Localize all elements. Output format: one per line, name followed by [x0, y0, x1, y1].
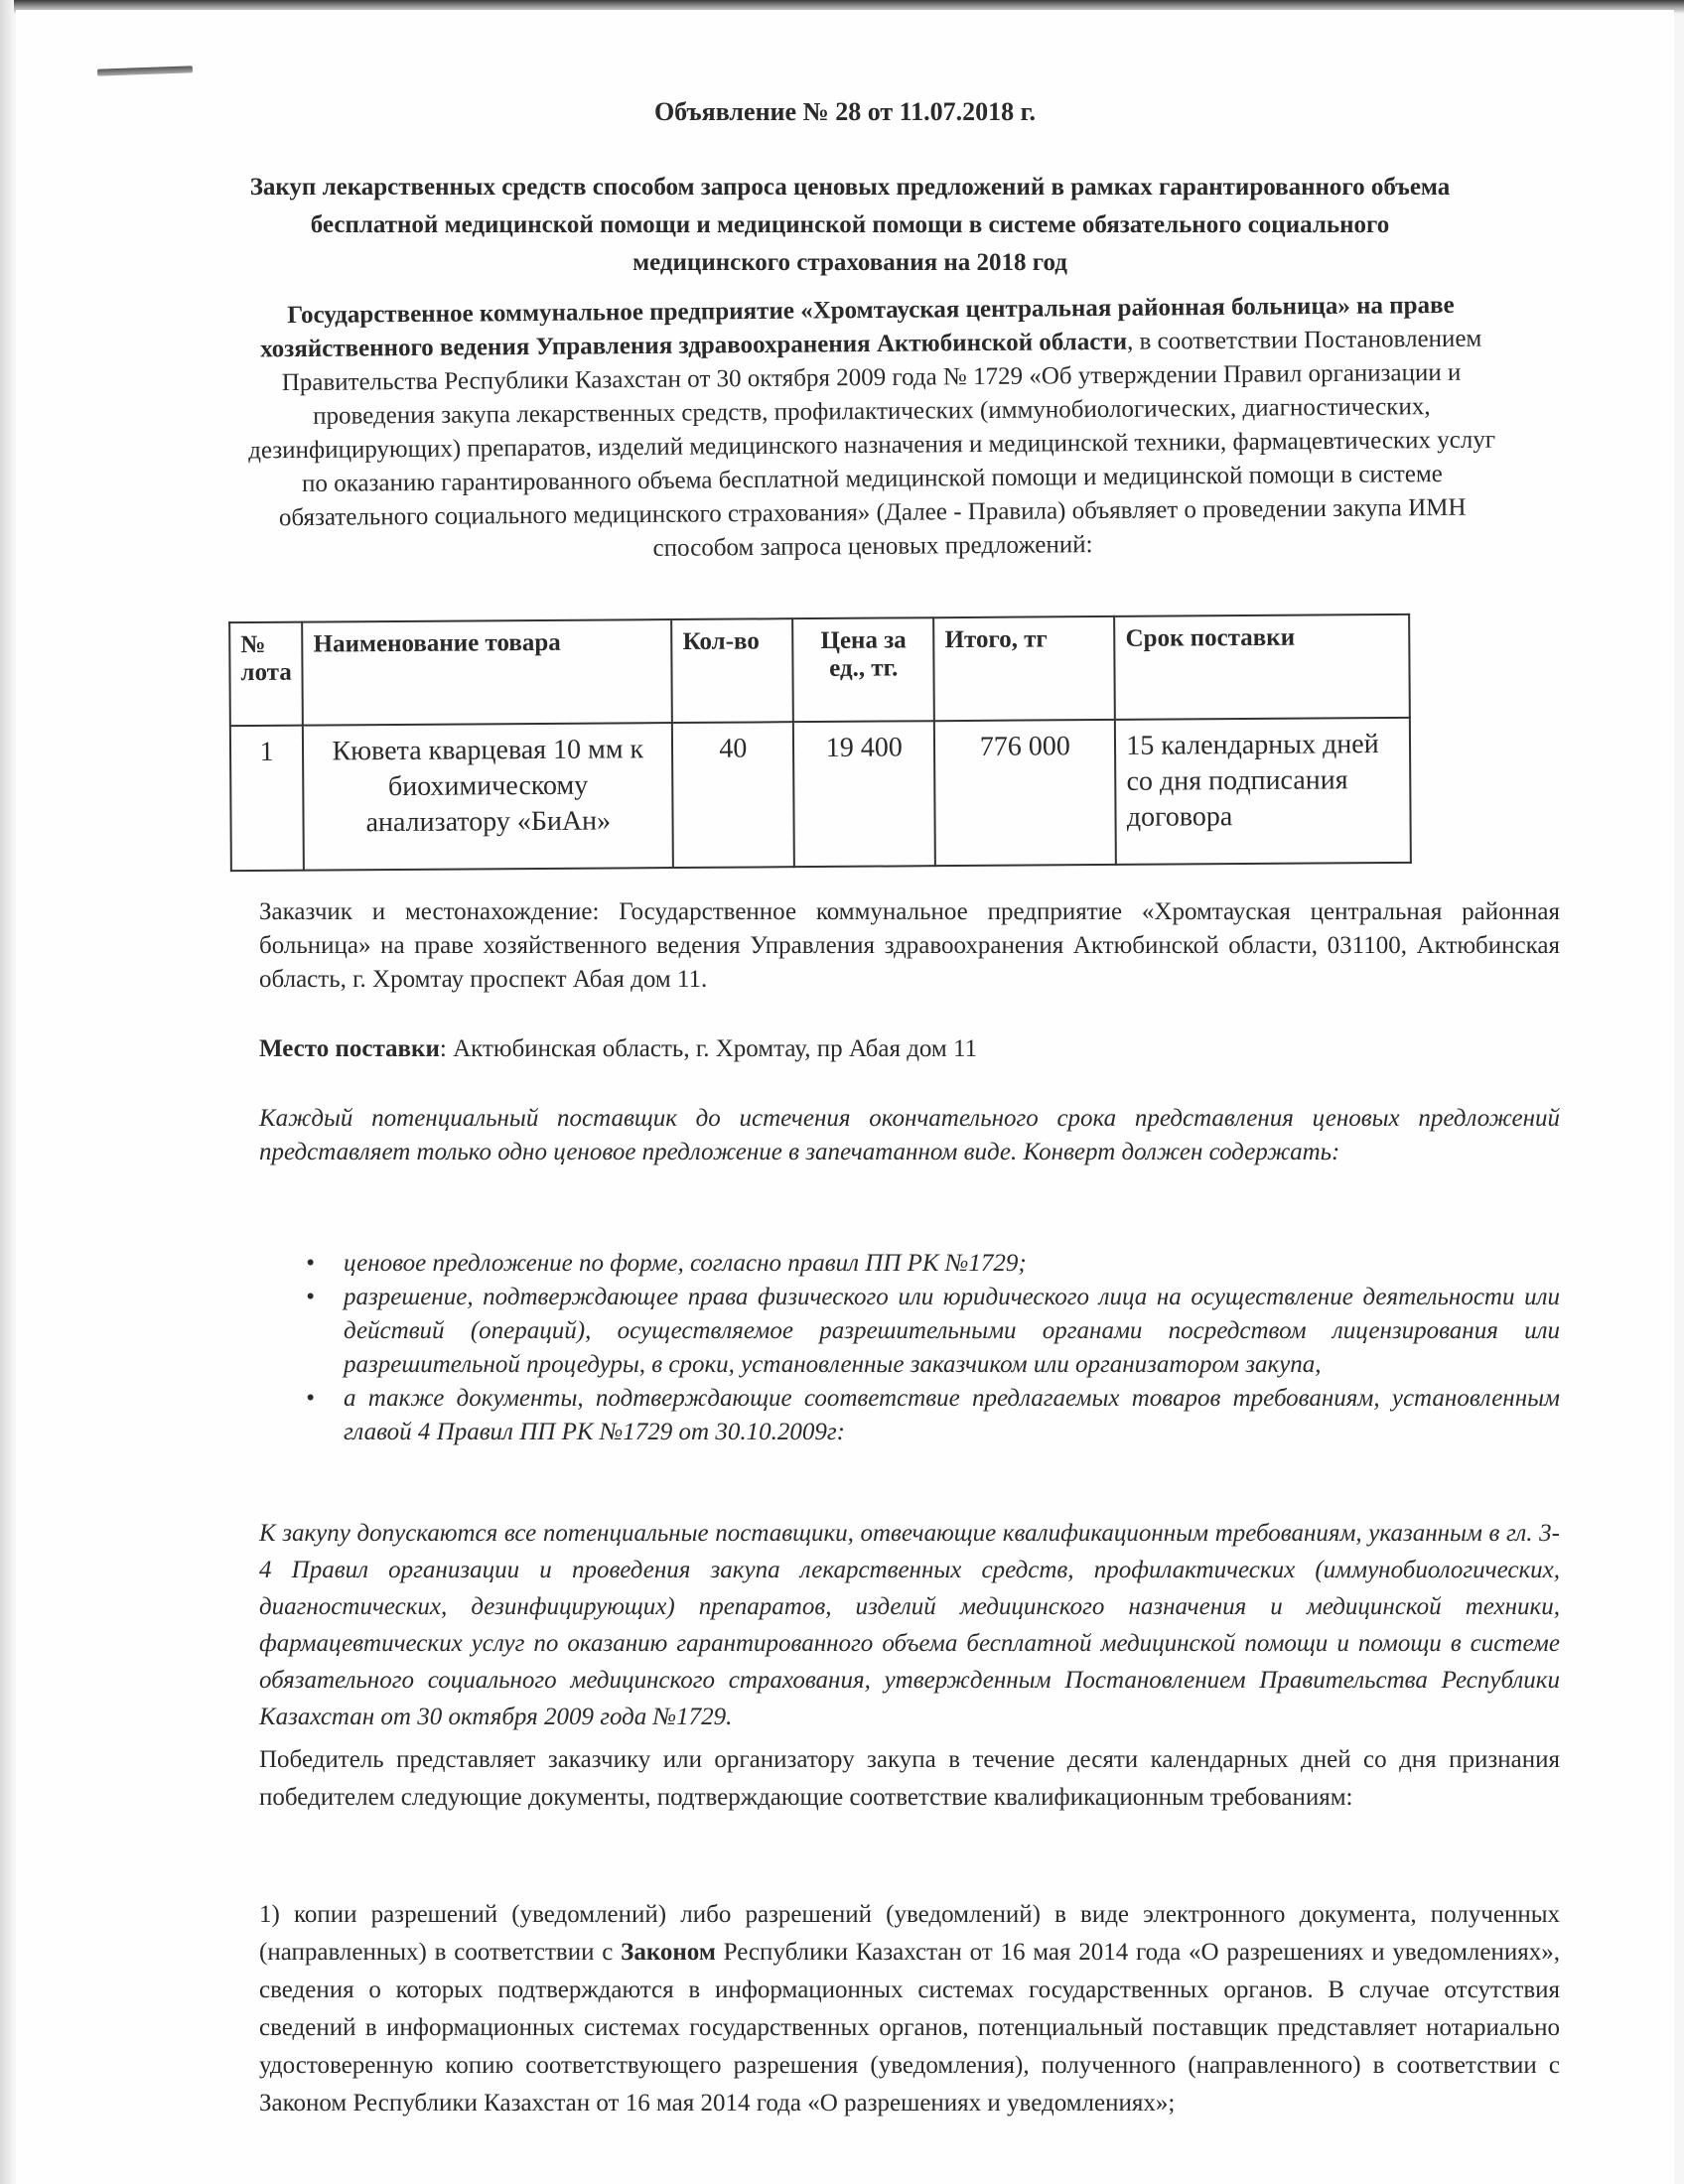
cell-unit-price: 19 400: [793, 721, 935, 867]
cell-total: 776 000: [934, 720, 1116, 866]
delivery-place-paragraph: [259, 1032, 1560, 1066]
header-quantity: Кол-во: [671, 618, 793, 723]
announcement-subtitle: Закуп лекарственных средств способом запроса ценовых предложений в рамках гарантированного объема бесплатной медицинской помощи и медицинской помощи в системе обязательного социального медицинского страхования на 2018 год: [249, 174, 1451, 276]
announcement-title: Объявление № 28 от 11.07.2018 г.: [653, 97, 1037, 126]
law-reference: Законом: [621, 1939, 716, 1966]
bullet-icon: •: [306, 1385, 315, 1412]
staple-mark: [97, 66, 193, 75]
admission-paragraph: К закупу допускаются все потенциальные поставщики, отвечающие квалификационным требованиям, указанным в гл. 3-4 Правил организации и проведения закупа лекарственных средств, профилактических (иммунобиологических, диагностических, дезинфицирующих) препаратов, изделий медицинского назначения и медицинской техники, фармацевтических услуг по оказанию гарантированного объема бесплатной медицинской помощи и помощи в системе обязательного социального медицинского страхования, утвержденным Постановлением Правительства Республики Казахстан от 30 октября 2009 года №1729.: [259, 1520, 1560, 1730]
intro-paragraph: [245, 289, 1498, 570]
cell-product-name: Кювета кварцевая 10 мм к биохимическому анализатору «БиАн»: [303, 723, 673, 871]
header-unit-price: Цена за ед., тг.: [792, 617, 934, 722]
delivery-place-label: Место поставки: [259, 1035, 440, 1062]
list-item: • разрешение, подтверждающее права физического или юридического лица на осуществление деятельности или действий (операций), осуществляемое разрешительными органами посредством лицензирования или разрешительной процедуры, в сроки, установленные заказчиком или организатором закупа,: [314, 1281, 1560, 1382]
lots-table: [228, 614, 1412, 872]
table-row: [230, 718, 1411, 871]
cell-lot-number: 1: [230, 726, 304, 872]
document-page: [16, 10, 1674, 2184]
header-product-name: Наименование товара: [302, 619, 672, 726]
organizer-name: Государственное коммунальное предприятие «Хромтауская центральная районная больница» на праве хозяйственного ведения Управления здравоохранения Актюбинской области: [260, 291, 1455, 363]
list-item: • а также документы, подтверждающие соответствие предлагаемых товаров требованиям, установленным главой 4 Правил ПП РК №1729 от 30.10.2009г:: [314, 1382, 1560, 1449]
winner-paragraph: Победитель представляет заказчику или организатору закупа в течение десяти календарных дней со дня признания победителем следующие документы, подтверждающие соответствие квалификационным требованиям:: [259, 1746, 1560, 1811]
envelope-contents-list: [306, 1247, 1560, 1449]
header-lot-number: № лота: [229, 622, 303, 727]
intro-text: , в соответствии Постановлением Правительства Республики Казахстан от 30 октября 2009 года № 1729 «Об утверждении Правил организации и проведения закупа лекарственных средств, профилактических (иммунобиологических, диагностических, дезинфицирующих) препаратов, изделий медицинского назначения и медицинской техники, фармацевтических услуг по оказанию гарантированного объема бесплатной медицинской помощи и медицинской помощи в системе обязательного социального медицинского страхования» (Далее - Правила) объявляет о проведении закупа ИМН способом запроса ценовых предложений:: [248, 325, 1496, 562]
scan-edge-left: [0, 0, 14, 2184]
table-header-row: [229, 614, 1410, 726]
cell-delivery-term: 15 календарных дней со дня подписания договора: [1115, 718, 1411, 865]
requirement-item-1: 1) копии разрешений (уведомлений) либо разрешений (уведомлений) в виде электронного документа, полученных (направленных) в соответствии с Законом Республики Казахстан от 16 мая 2014 года «О разрешениях и уведомлениях», сведения о которых подтверждаются в информационных системах государственных органов. В случае отсутствия сведений в информационных системах государственных органов, потенциальный поставщик представляет нотариально удостоверенную копию соответствующего разрешения (уведомления), полученного (направленного) в соответствии с Законом Республики Казахстан от 16 мая 2014 года «О разрешениях и уведомлениях»;: [259, 1901, 1560, 2116]
cell-quantity: 40: [672, 722, 794, 868]
bullet-icon: •: [306, 1284, 315, 1310]
header-total: Итого, тг: [933, 616, 1115, 721]
customer-paragraph: Заказчик и местонахождение: Государственное коммунальное предприятие «Хромтауская центральная районная больница» на праве хозяйственного ведения Управления здравоохранения Актюбинской области, 031100, Актюбинская область, г. Хромтау проспект Абая дом 11.: [259, 898, 1560, 993]
bullet-icon: •: [306, 1250, 315, 1277]
delivery-place-value: : Актюбинская область, г. Хромтау, пр Абая дом 11: [439, 1035, 978, 1062]
envelope-paragraph: Каждый потенциальный поставщик до истечения окончательного срока представления ценовых предложений представляет только одно ценовое предложение в запечатанном виде. Конверт должен содержать:: [259, 1105, 1560, 1165]
header-delivery-term: Срок поставки: [1114, 614, 1409, 720]
list-item: • ценовое предложение по форме, согласно правил ПП РК №1729;: [314, 1247, 1560, 1281]
